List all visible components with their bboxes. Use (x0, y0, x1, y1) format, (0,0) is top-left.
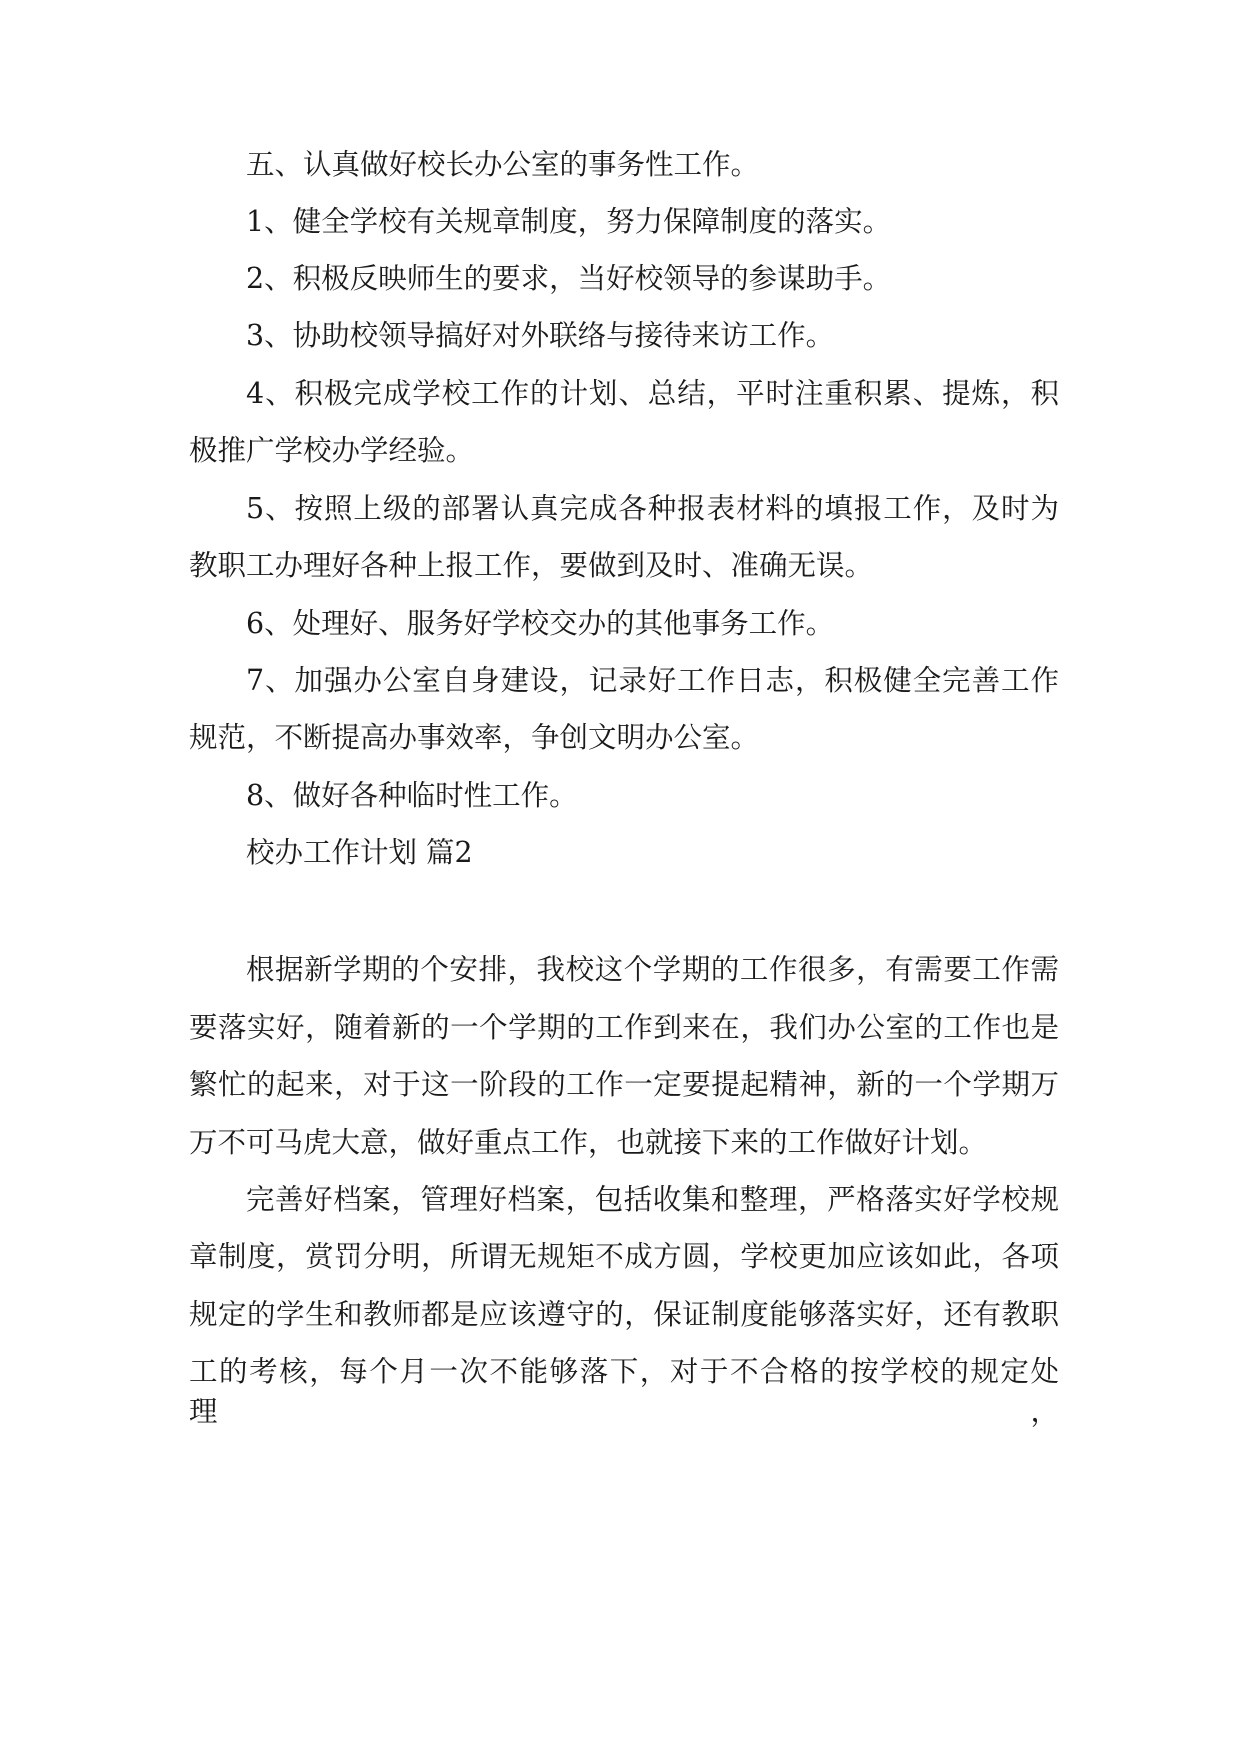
paragraph-line: 规定的学生和教师都是应该遵守的，保证制度能够落实好，还有教职 (189, 1298, 1059, 1331)
paragraph-line: 根据新学期的个安排，我校这个学期的工作很多，有需要工作需 (246, 953, 1059, 986)
paragraph-line: 要落实好，随着新的一个学期的工作到来在，我们办公室的工作也是 (189, 1011, 1059, 1044)
paragraph-line: 章制度，赏罚分明，所谓无规矩不成方圆，学校更加应该如此，各项 (189, 1240, 1059, 1273)
section-title: 校办工作计划 篇2 (246, 836, 473, 869)
list-item: 7、加强办公室自身建设，记录好工作日志，积极健全完善工作 (246, 664, 1059, 697)
list-item-continuation: 教职工办理好各种上报工作，要做到及时、准确无误。 (189, 549, 874, 582)
paragraph-line: 工的考核，每个月一次不能够落下，对于不合格的按学校的规定处理， (189, 1355, 1059, 1428)
list-item: 8、做好各种临时性工作。 (246, 779, 578, 812)
paragraph-line: 万不可马虎大意，做好重点工作，也就接下来的工作做好计划。 (189, 1126, 988, 1159)
section-heading: 五、认真做好校长办公室的事务性工作。 (246, 148, 760, 181)
list-item: 2、积极反映师生的要求，当好校领导的参谋助手。 (246, 262, 892, 295)
list-item: 6、处理好、服务好学校交办的其他事务工作。 (246, 607, 835, 640)
paragraph-line: 完善好档案，管理好档案，包括收集和整理，严格落实好学校规 (246, 1183, 1059, 1216)
list-item: 1、健全学校有关规章制度，努力保障制度的落实。 (246, 205, 892, 238)
paragraph-line: 繁忙的起来，对于这一阶段的工作一定要提起精神，新的一个学期万 (189, 1068, 1059, 1101)
list-item-continuation: 规范，不断提高办事效率，争创文明办公室。 (189, 721, 760, 754)
list-item-continuation: 极推广学校办学经验。 (189, 434, 475, 467)
list-item: 4、积极完成学校工作的计划、总结，平时注重积累、提炼，积 (246, 377, 1059, 410)
list-item: 5、按照上级的部署认真完成各种报表材料的填报工作，及时为 (246, 492, 1059, 525)
list-item: 3、协助校领导搞好对外联络与接待来访工作。 (246, 319, 835, 352)
